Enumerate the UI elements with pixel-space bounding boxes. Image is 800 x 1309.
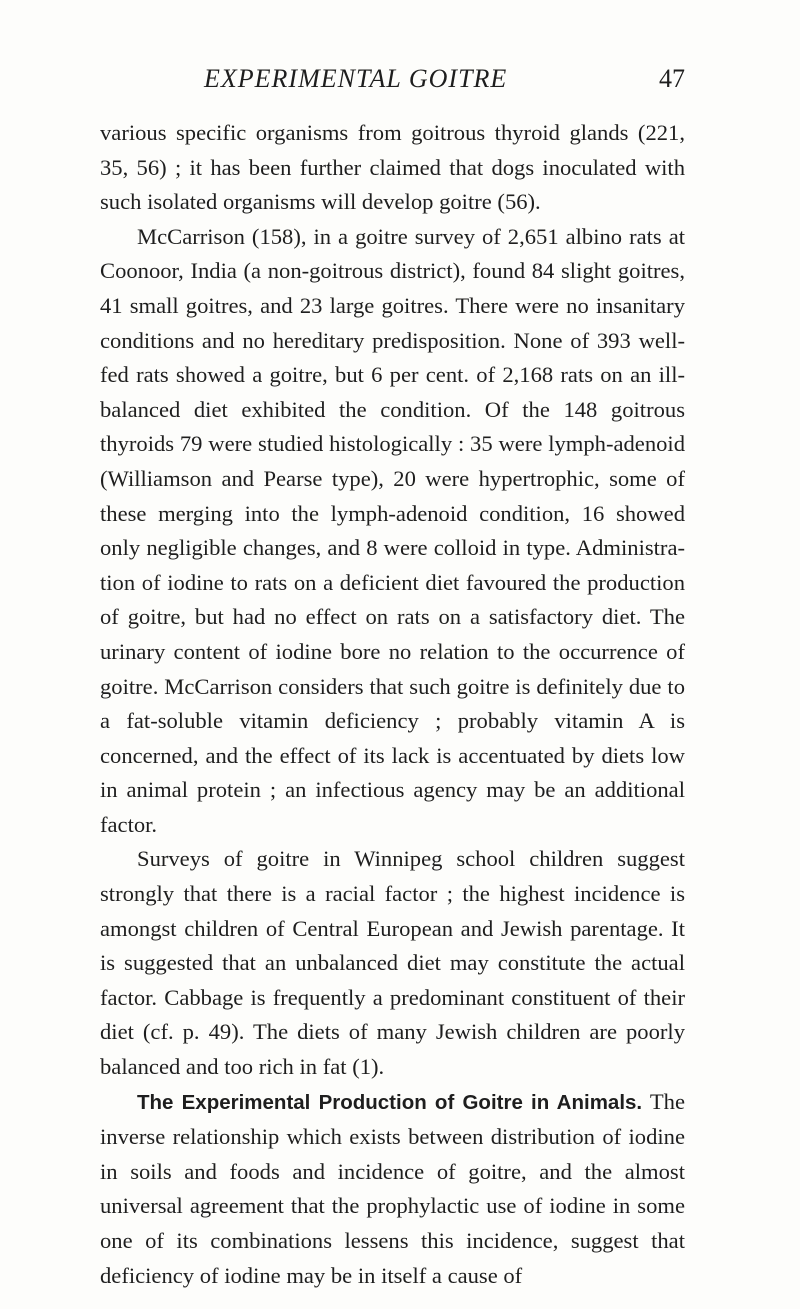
paragraph-continuation: various specific organisms from goitrous thyroid glands (221, 35, 56) ; it has been further claimed that dogs inoculated with such isolated organisms will develop goitre (56). [100, 120, 685, 215]
running-title: EXPERIMENTAL GOITRE [204, 64, 508, 93]
paragraph-winnipeg-survey: Surveys of goitre in Winnipeg school children suggest strongly that there is a racial factor ; the highest incidence is amongst children of Central European and Jewish parentage. It is suggested that an unbalanced diet may constitute the actual factor. Cabbage is frequently a predominant constituent of their diet (cf. p. 49). The diets of many Jewish children are poorly balanced and too rich in fat (1). [100, 846, 685, 1080]
section-text: The inverse relationship which exists between distribution of iodine in soils and foods and incidence of goitre, and the almost universal agreement that the prophylactic use of iodine in some one of its combinations lessens this incidence, suggest that deficiency of iodine may be in itself a cause of [100, 1088, 685, 1288]
paragraph-experimental-production [100, 1085, 685, 1294]
body-text [100, 116, 685, 1293]
paragraph-mccarrison-survey: McCarrison (158), in a goitre survey of 2,651 albino rats at Coonoor, India (a non-goitrous district), found 84 slight goitres, 41 small goitres, and 23 large goitres. There were no insanitary conditions and no hereditary predisposition. None of 393 well-fed rats showed a goitre, but 6 per cent. of 2,168 rats on an ill-balanced diet exhibited the condition. Of the 148 goitrous thyroids 79 were studied histologically : 35 were lymph-adenoid (Williamson and Pearse type), 20 were hypertrophic, some of these merging into the lymph-adenoid condition, 16 showed only negligible changes, and 8 were colloid in type. Administration of iodine to rats on a deficient diet favoured the production of goitre, but had no effect on rats on a satisfactory diet. The urinary content of iodine bore no relation to the occurrence of goitre. McCarrison considers that such goitre is definitely due to a fat-soluble vitamin deficiency ; probably vitamin A is concerned, and the effect of its lack is accentuated by diets low in animal protein ; an infectious agency may be an additional factor. [100, 223, 685, 837]
section-heading: The Experimental Production of Goitre in Animals. [137, 1090, 643, 1114]
running-head [0, 62, 800, 102]
page-number: 47 [659, 64, 685, 93]
